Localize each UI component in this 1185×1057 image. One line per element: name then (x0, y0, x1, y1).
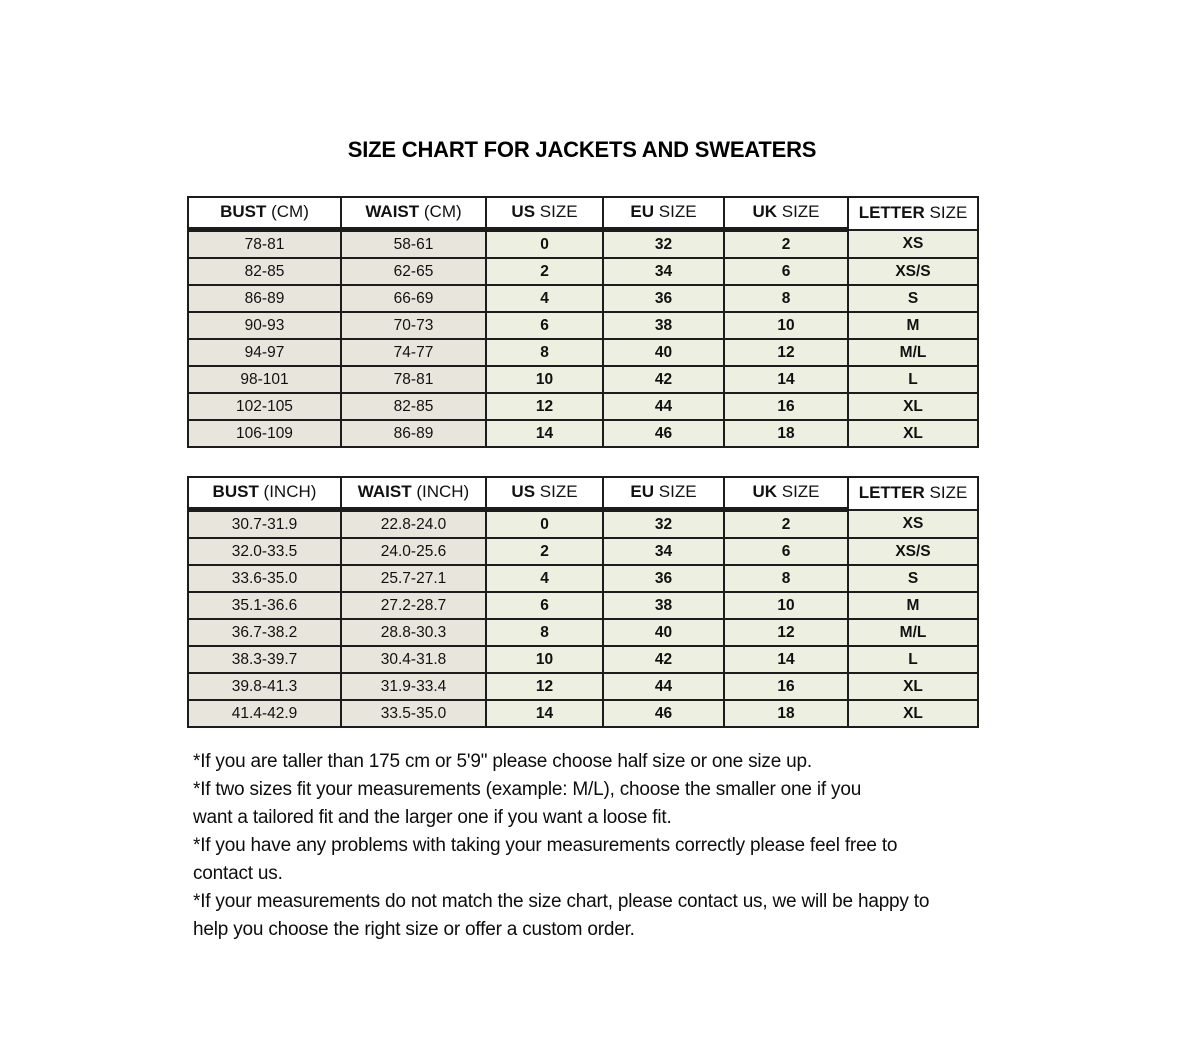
table-cell: 32 (603, 510, 724, 539)
table-cell: 40 (603, 339, 724, 366)
table-cell: 34 (603, 258, 724, 285)
table-cell: 14 (486, 420, 603, 447)
table-cell: 6 (724, 258, 848, 285)
header-rest: SIZE (924, 202, 968, 222)
table-cell: 36 (603, 565, 724, 592)
table-cell: XS (848, 230, 978, 259)
header-rest: (INCH) (258, 482, 317, 501)
table-cell: 90-93 (188, 312, 341, 339)
table-row (188, 673, 978, 700)
col-header-waist-inch (341, 477, 486, 510)
table-cell: 42 (603, 646, 724, 673)
table-row (188, 619, 978, 646)
col-header-us-size (486, 197, 603, 230)
table-cell: 18 (724, 420, 848, 447)
table-cell: 46 (603, 700, 724, 727)
header-rest: SIZE (777, 202, 820, 221)
header-bold: LETTER (858, 482, 925, 502)
table-cell: 102-105 (188, 393, 341, 420)
table-row (188, 339, 978, 366)
header-bold: BUST (212, 482, 259, 501)
table-row (188, 393, 978, 420)
header-bold: EU (630, 202, 655, 221)
table-cell: 39.8-41.3 (188, 673, 341, 700)
size-table-cm (187, 196, 979, 448)
table-cell: 82-85 (188, 258, 341, 285)
table-cell: 18 (724, 700, 848, 727)
table-row (188, 565, 978, 592)
col-header-bust-inch (188, 477, 341, 510)
table-cell: 27.2-28.7 (341, 592, 486, 619)
footnote-line: *If your measurements do not match the size chart, please contact us, we will be happy to (193, 891, 930, 912)
table-cell: 82-85 (341, 393, 486, 420)
table-cell: 30.7-31.9 (188, 510, 341, 539)
table-cell: 2 (486, 538, 603, 565)
table-cell: S (848, 285, 978, 312)
table-cell: 58-61 (341, 230, 486, 259)
table-cell: M/L (848, 339, 978, 366)
table-cell: 32.0-33.5 (188, 538, 341, 565)
table-cell: XS/S (848, 258, 978, 285)
table-cell: 4 (486, 565, 603, 592)
table-cell: 22.8-24.0 (341, 510, 486, 539)
table-cell: 4 (486, 285, 603, 312)
footnote-line: *If you have any problems with taking your measurements correctly please feel free to (193, 835, 898, 856)
table-cell: 24.0-25.6 (341, 538, 486, 565)
table-cell: 6 (724, 538, 848, 565)
col-header-uk-size (724, 197, 848, 230)
header-bold: US (511, 482, 536, 501)
table-cell: 16 (724, 393, 848, 420)
table-cell: 8 (724, 285, 848, 312)
table-cell: 10 (724, 592, 848, 619)
table-cell: M/L (848, 619, 978, 646)
table-cell: 8 (724, 565, 848, 592)
table-row (188, 646, 978, 673)
table-cell: XL (848, 420, 978, 447)
header-rest: SIZE (654, 482, 697, 501)
table-row (188, 420, 978, 447)
header-rest: SIZE (777, 482, 820, 501)
table-cell: 12 (486, 673, 603, 700)
header-rest: (CM) (419, 202, 462, 221)
table-cell: 12 (724, 619, 848, 646)
table-cell: 94-97 (188, 339, 341, 366)
footnote-line: want a tailored fit and the larger one if you want a loose fit. (193, 807, 672, 828)
header-rest: SIZE (535, 482, 578, 501)
header-bold: BUST (220, 202, 267, 221)
table-cell: 14 (724, 366, 848, 393)
col-header-waist-cm (341, 197, 486, 230)
table-cell: 38 (603, 592, 724, 619)
header-rest: SIZE (654, 202, 697, 221)
table-cell: 78-81 (341, 366, 486, 393)
table-cell: 70-73 (341, 312, 486, 339)
table-cell: 30.4-31.8 (341, 646, 486, 673)
table-row (188, 285, 978, 312)
table-cell: 0 (486, 510, 603, 539)
table-cell: 10 (486, 646, 603, 673)
table-cell: 8 (486, 339, 603, 366)
col-header-letter-size (848, 477, 978, 510)
header-rest: SIZE (924, 482, 968, 502)
table-cell: XS (848, 510, 978, 539)
table-row (188, 700, 978, 727)
table-cell: 12 (724, 339, 848, 366)
table-cell: 66-69 (341, 285, 486, 312)
table-cell: 32 (603, 230, 724, 259)
table-row (188, 230, 978, 259)
table-cell: 38 (603, 312, 724, 339)
header-bold: WAIST (365, 202, 420, 221)
table-cell: 2 (724, 510, 848, 539)
table-cell: 33.6-35.0 (188, 565, 341, 592)
table-cell: 44 (603, 393, 724, 420)
header-bold: US (511, 202, 536, 221)
footnote-line: help you choose the right size or offer a custom order. (193, 919, 635, 940)
table-cell: XL (848, 673, 978, 700)
table-cell: M (848, 592, 978, 619)
table-cell: 35.1-36.6 (188, 592, 341, 619)
table-cell: 2 (724, 230, 848, 259)
table-cell: 36.7-38.2 (188, 619, 341, 646)
table-row (188, 366, 978, 393)
header-rest: (INCH) (411, 482, 470, 501)
table-cell: 12 (486, 393, 603, 420)
size-table-inch (187, 476, 979, 728)
table-cell: 74-77 (341, 339, 486, 366)
content-container (187, 0, 977, 944)
table-cell: 78-81 (188, 230, 341, 259)
header-bold: EU (630, 482, 655, 501)
table-cell: 2 (486, 258, 603, 285)
table-cell: 86-89 (188, 285, 341, 312)
table-cell: 14 (486, 700, 603, 727)
table-cell: 10 (486, 366, 603, 393)
table-cell: 42 (603, 366, 724, 393)
table-cell: 10 (724, 312, 848, 339)
header-row (188, 477, 978, 510)
table-cell: 62-65 (341, 258, 486, 285)
table-cell: L (848, 646, 978, 673)
table-cell: 86-89 (341, 420, 486, 447)
table-cell: 25.7-27.1 (341, 565, 486, 592)
header-row (188, 197, 978, 230)
table-cell: 31.9-33.4 (341, 673, 486, 700)
table-cell: 28.8-30.3 (341, 619, 486, 646)
table-cell: 8 (486, 619, 603, 646)
col-header-uk-size (724, 477, 848, 510)
table-cell: L (848, 366, 978, 393)
col-header-us-size (486, 477, 603, 510)
table-cell: 6 (486, 592, 603, 619)
footnote-line: *If you are taller than 175 cm or 5'9" please choose half size or one size up. (193, 751, 812, 772)
table-cell: XS/S (848, 538, 978, 565)
footnotes (193, 748, 977, 944)
table-cell: 98-101 (188, 366, 341, 393)
table-row (188, 258, 978, 285)
table-cell: 36 (603, 285, 724, 312)
header-bold: UK (752, 202, 778, 221)
table-cell: 34 (603, 538, 724, 565)
footnote-line: contact us. (193, 863, 283, 884)
footnote-line: *If two sizes fit your measurements (example: M/L), choose the smaller one if you (193, 779, 862, 800)
table-row (188, 592, 978, 619)
table-row (188, 510, 978, 539)
col-header-letter-size (848, 197, 978, 230)
page-title: SIZE CHART FOR JACKETS AND SWEATERS (347, 137, 817, 162)
table-cell: 38.3-39.7 (188, 646, 341, 673)
table-cell: 14 (724, 646, 848, 673)
table-cell: XL (848, 393, 978, 420)
table-cell: 44 (603, 673, 724, 700)
header-rest: SIZE (535, 202, 578, 221)
col-header-eu-size (603, 477, 724, 510)
table-cell: XL (848, 700, 978, 727)
header-rest: (CM) (266, 202, 309, 221)
table-cell: M (848, 312, 978, 339)
header-bold: WAIST (357, 482, 412, 501)
table-cell: S (848, 565, 978, 592)
header-bold: LETTER (858, 202, 925, 222)
col-header-eu-size (603, 197, 724, 230)
table-row (188, 538, 978, 565)
table-cell: 40 (603, 619, 724, 646)
table-cell: 0 (486, 230, 603, 259)
table-cell: 46 (603, 420, 724, 447)
col-header-bust-cm (188, 197, 341, 230)
table-row (188, 312, 978, 339)
table-cell: 16 (724, 673, 848, 700)
header-bold: UK (752, 482, 778, 501)
table-cell: 41.4-42.9 (188, 700, 341, 727)
table-cell: 6 (486, 312, 603, 339)
table-cell: 106-109 (188, 420, 341, 447)
table-cell: 33.5-35.0 (341, 700, 486, 727)
